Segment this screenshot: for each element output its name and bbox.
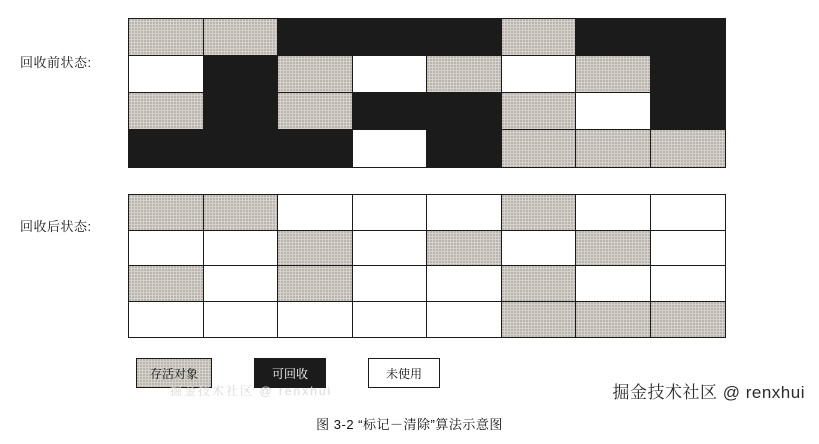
memory-cell — [204, 195, 279, 231]
memory-cell — [353, 130, 428, 167]
legend — [136, 358, 440, 388]
memory-cell — [129, 195, 204, 231]
memory-cell — [129, 266, 204, 302]
memory-cell — [204, 302, 279, 338]
memory-cell — [427, 266, 502, 302]
memory-cell — [651, 302, 726, 338]
memory-cell — [353, 266, 428, 302]
memory-cell — [278, 302, 353, 338]
memory-cell — [576, 19, 651, 56]
memory-cell — [651, 266, 726, 302]
memory-cell — [129, 231, 204, 267]
memory-cell — [427, 56, 502, 93]
memory-cell — [278, 195, 353, 231]
memory-cell — [204, 19, 279, 56]
legend-item-free: 未使用 — [368, 358, 440, 388]
memory-cell — [502, 302, 577, 338]
memory-cell — [502, 19, 577, 56]
memory-cell — [204, 93, 279, 130]
memory-cell — [427, 195, 502, 231]
legend-item-garbage: 可回收 — [254, 358, 326, 388]
memory-cell — [651, 56, 726, 93]
watermark-faint: 掘金技术社区 @ renxhui — [170, 384, 333, 398]
memory-cell — [651, 19, 726, 56]
figure-caption: 图 3-2 “标记－清除”算法示意图 — [316, 417, 503, 432]
memory-cell — [204, 266, 279, 302]
memory-cell — [204, 231, 279, 267]
memory-cell — [502, 266, 577, 302]
memory-cell — [502, 130, 577, 167]
memory-cell — [278, 56, 353, 93]
memory-cell — [353, 195, 428, 231]
memory-cell — [353, 231, 428, 267]
memory-grid-before — [128, 18, 726, 168]
memory-cell — [427, 130, 502, 167]
memory-cell — [129, 56, 204, 93]
memory-cell — [427, 231, 502, 267]
after-state-label: 回收后状态: — [20, 219, 92, 234]
memory-grid-after — [128, 194, 726, 338]
before-state-label: 回收前状态: — [20, 55, 92, 70]
memory-cell — [651, 195, 726, 231]
memory-cell — [278, 93, 353, 130]
memory-cell — [427, 19, 502, 56]
watermark-brand: 掘金技术社区 @ renxhui — [612, 383, 805, 402]
memory-cell — [353, 302, 428, 338]
memory-cell — [502, 195, 577, 231]
memory-cell — [651, 130, 726, 167]
legend-item-live: 存活对象 — [136, 358, 212, 388]
memory-cell — [204, 56, 279, 93]
memory-cell — [278, 130, 353, 167]
memory-cell — [427, 302, 502, 338]
memory-cell — [204, 130, 279, 167]
memory-cell — [502, 93, 577, 130]
memory-cell — [576, 302, 651, 338]
memory-cell — [502, 56, 577, 93]
memory-cell — [576, 56, 651, 93]
memory-cell — [353, 56, 428, 93]
memory-cell — [278, 19, 353, 56]
memory-cell — [576, 266, 651, 302]
memory-cell — [129, 19, 204, 56]
memory-cell — [278, 231, 353, 267]
memory-cell — [278, 266, 353, 302]
memory-cell — [129, 93, 204, 130]
memory-cell — [651, 231, 726, 267]
memory-cell — [129, 302, 204, 338]
memory-cell — [576, 195, 651, 231]
memory-cell — [576, 93, 651, 130]
memory-cell — [576, 130, 651, 167]
memory-cell — [502, 231, 577, 267]
memory-cell — [427, 93, 502, 130]
memory-cell — [129, 130, 204, 167]
memory-cell — [651, 93, 726, 130]
memory-cell — [576, 231, 651, 267]
memory-cell — [353, 93, 428, 130]
memory-cell — [353, 19, 428, 56]
